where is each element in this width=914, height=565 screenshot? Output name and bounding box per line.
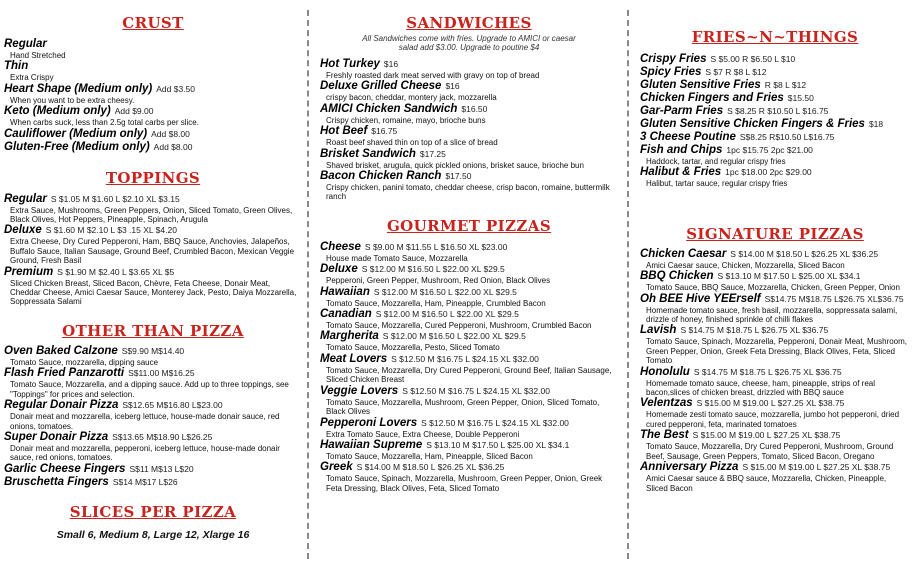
menu-item-name: Chicken Fingers and Fries: [640, 92, 784, 104]
menu-item-line: [4, 83, 302, 96]
menu-item: [320, 461, 618, 493]
menu-item-name: Velentzas: [640, 397, 693, 410]
menu-item-description: Tomato Sauce, Mozzarella, Pesto, Sliced Tomato: [326, 343, 500, 353]
menu-item-price: S $12.00 M $16.50 L $22.00 XL $29.5: [382, 331, 526, 342]
menu-item-description: Extra Tomato Sauce, Extra Cheese, Double Pepperoni: [326, 429, 520, 439]
fries-list: [640, 53, 910, 189]
menu-item-line: [4, 476, 302, 489]
menu-item-line: [640, 293, 910, 306]
menu-item: [640, 270, 910, 292]
menu-item: [4, 141, 302, 154]
menu-item-price: S $15.00 M $19.00 L $27.25 XL $38.75: [742, 462, 891, 473]
menu-item: [4, 193, 302, 225]
menu-column-3: [640, 0, 910, 565]
menu-item-description: Tomato Sauce, Mozzarella, Dry Cured Pepperoni, Mushroom, Ground Beef, Sausage, Green Peppers, Tomato, Sliced Bacon, Oregano: [646, 442, 894, 461]
menu-item: [320, 263, 618, 285]
menu-item-name: Veggie Lovers: [320, 384, 399, 397]
menu-item-line: [320, 263, 618, 276]
gourmet-pizzas-heading: GOURMET PIZZAS: [386, 216, 552, 235]
menu-item-name: Cheese: [320, 240, 361, 253]
menu-item-price: Add $8.00: [153, 141, 193, 152]
menu-item: [4, 224, 302, 265]
menu-item-description: Tomato Sauce, Spinach, Mozzarella, Mushroom, Green Pepper, Onion, Greek Feta Dressing, Black Olives, Feta, Sliced Tomato: [326, 474, 603, 493]
menu-item: [320, 241, 618, 263]
menu-item-price: S $5.00 R $6.50 L $10: [710, 54, 796, 64]
menu-item-description: Roast beef shaved thin on top of a slice of bread: [326, 138, 498, 148]
menu-item-description: Pepperoni, Green Pepper, Mushroom, Red Onion, Black Olives: [326, 276, 551, 286]
menu-item-name: Cauliflower (Medium only): [4, 127, 148, 140]
menu-item-name: Gar-Parm Fries: [640, 105, 724, 117]
menu-item-price: S$9.90 M$14.40: [121, 345, 185, 356]
menu-item: [320, 417, 618, 439]
menu-item-price: S$11 M$13 L$20: [129, 463, 194, 474]
menu-item-line: [640, 53, 910, 66]
menu-item-description: Tomato Sauce, Mozzarella, Dry Cured Pepperoni, Ground Beef, Italian Sausage, Sliced Chicken Breast: [326, 365, 612, 385]
menu-item: [640, 131, 910, 144]
menu-item: [320, 170, 618, 202]
menu-item-description: Amici Caesar sauce & BBQ sauce, Mozzarella, Chicken, Pineapple, Sliced Bacon: [646, 474, 887, 493]
menu-item-line: [320, 286, 618, 299]
menu-item-line: [320, 170, 618, 183]
menu-item: [640, 324, 910, 365]
menu-item-name: Brisket Sandwich: [320, 147, 416, 160]
menu-item-line: [4, 38, 302, 51]
menu-item-price: S $8.25 R $10.50 L $16.75: [727, 106, 829, 116]
menu-item-name: Gluten Sensitive Fries: [640, 79, 761, 91]
menu-item-name: Deluxe Grilled Cheese: [320, 80, 442, 93]
menu-item-name: Margherita: [320, 330, 379, 343]
menu-item-price: S$11.00 M$16.25: [128, 368, 195, 379]
menu-item-description: Tomato Sauce, Spinach, Mozzarella, Pepperoni, Donair Meat, Mushroom, Green Pepper, Onion, Greek Feta Dressing, Black Olives, Feta, Sliced Tomato: [646, 337, 908, 366]
menu-item: [640, 105, 910, 118]
menu-item: [320, 125, 618, 147]
gourmet-list: [320, 241, 618, 493]
menu-item-line: [320, 439, 618, 452]
menu-item-description: Halibut, tartar sauce, regular crispy fries: [646, 179, 788, 189]
menu-item: [4, 38, 302, 60]
menu-item-description: When carbs suck, less than 2.5g total carbs per slice.: [10, 118, 199, 128]
menu-item-name: Bruschetta Fingers: [4, 475, 109, 488]
menu-item-description: Tomato Sauce, BBQ Sauce, Mozzarella, Chicken, Green Pepper, Onion: [646, 283, 900, 293]
menu-item-price: S $15.00 M $19.00 L $27.25 XL $38.75: [696, 398, 845, 409]
menu-item-name: Canadian: [320, 308, 372, 321]
slices-text: Small 6, Medium 8, Large 12, Xlarge 16: [56, 528, 250, 541]
menu-item-price: S $14.00 M $18.50 L $26.25 XL $36.25: [356, 462, 505, 473]
column-divider-right: [627, 10, 629, 559]
menu-item-price: $16: [383, 59, 399, 69]
menu-item-description: Freshly roasted dark meat served with gravy on top of bread: [326, 71, 540, 80]
menu-item: [4, 266, 302, 307]
menu-item-price: S $1.05 M $1.60 L $2.10 XL $3.15: [50, 193, 180, 204]
menu-item-name: Regular: [4, 192, 47, 205]
menu-item-name: Super Donair Pizza: [4, 430, 109, 443]
menu-item-description: Extra Crispy: [10, 73, 54, 83]
menu-item-price: S $15.00 M $19.00 L $27.25 XL $38.75: [692, 430, 841, 441]
menu-item-price: $18: [868, 119, 884, 129]
menu-item-name: Spicy Fries: [640, 66, 702, 78]
menu-item-price: S $12.00 M $16.50 L $22.00 XL $29.5: [361, 264, 505, 275]
menu-item-line: [320, 58, 618, 71]
menu-item: [4, 345, 302, 367]
menu-item-name: Deluxe: [320, 263, 358, 276]
menu-item-description: Amici Caesar sauce, Chicken, Mozzarella, Sliced Bacon: [646, 260, 845, 270]
menu-item: [4, 399, 302, 431]
menu-item: [640, 118, 910, 131]
menu-item-description: Homemade tomato sauce, cheese, ham, pineapple, strips of real bacon,slices of chicken breast, drizzled with BBQ sauce: [646, 378, 876, 398]
menu-item-price: S$14 M$17 L$26: [112, 476, 178, 487]
menu-item-description: Tomato Sauce, Mozzarella, Ham, Pineapple, Crumbled Bacon: [326, 298, 546, 308]
menu-item-price: S $12.00 M $16.50 L $22.00 XL $29.5: [375, 309, 519, 320]
menu-item: [4, 128, 302, 141]
menu-item-price: Add $3.50: [156, 83, 196, 94]
menu-item-name: Honolulu: [640, 365, 690, 378]
menu-item: [640, 461, 910, 493]
menu-item-line: [320, 353, 618, 366]
menu-item-name: Anniversary Pizza: [640, 461, 739, 474]
menu-item-line: [320, 103, 618, 116]
menu-item-price: R $8 L $12: [764, 80, 807, 90]
menu-item-price: S $7 R $8 L $12: [705, 67, 767, 77]
menu-item-line: [640, 131, 910, 144]
menu-item-description: When you want to be extra cheesy.: [10, 95, 135, 105]
menu-item-price: S$12.65 M$16.80 L$23.00: [122, 400, 223, 411]
menu-item-price: S $9.00 M $11.55 L $16.50 XL $23.00: [364, 241, 508, 252]
menu-item-name: The Best: [640, 429, 689, 442]
menu-item-name: Chicken Caesar: [640, 247, 727, 260]
menu-item-name: Thin: [4, 60, 29, 73]
menu-item-line: [320, 148, 618, 161]
menu-item: [320, 58, 618, 80]
menu-item-line: [640, 270, 910, 283]
menu-item-name: Garlic Cheese Fingers: [4, 462, 126, 475]
menu-item-line: [640, 105, 910, 118]
menu-item-name: Fish and Chips: [640, 144, 723, 156]
menu-column-1: [4, 0, 302, 565]
menu-item-line: [640, 92, 910, 105]
menu-item-name: Keto (Medium only): [4, 105, 111, 118]
menu-item: [320, 80, 618, 102]
menu-item-line: [4, 345, 302, 358]
menu-item-price: S $1.90 M $2.40 L $3.65 XL $5: [57, 266, 175, 277]
menu-item-line: [4, 60, 302, 73]
signature-list: [640, 248, 910, 493]
menu-item-name: Hawaiian Supreme: [320, 438, 423, 451]
menu-item-line: [640, 248, 910, 261]
menu-item: [640, 397, 910, 429]
menu-item: [4, 476, 302, 489]
sandwiches-list: [320, 58, 618, 202]
menu-item-price: $15.50: [787, 93, 814, 103]
menu-item-line: [640, 324, 910, 337]
menu-item: [4, 60, 302, 82]
menu-item-price: $16: [445, 81, 460, 92]
menu-item-line: [640, 397, 910, 410]
menu-item-line: [4, 224, 302, 237]
other-list: [4, 345, 302, 489]
menu-item-line: [640, 429, 910, 442]
menu-item-line: [4, 399, 302, 412]
menu-item-line: [4, 105, 302, 118]
menu-item: [320, 103, 618, 125]
menu-item: [640, 429, 910, 461]
menu-item-name: Pepperoni Lovers: [320, 416, 418, 429]
menu-item-description: Tomato Sauce, Mozzarella, Mushroom, Green Pepper, Onion, Sliced Tomato, Black Olives: [326, 397, 600, 417]
menu-item-name: Oh BEE Hive YEErself: [640, 292, 761, 305]
menu-item-name: Premium: [4, 265, 54, 278]
menu-item-price: S $14.00 M $18.50 L $26.25 XL $36.25: [730, 248, 879, 259]
menu-item-description: Sliced Chicken Breast, Sliced Bacon, Chèvre, Feta Cheese, Donair Meat, Cheddar Cheese, Amici Caesar Sauce, Monterey Jack, Pesto, Daiya Mozzarella, Soppressata Salami: [10, 278, 297, 307]
menu-item-name: 3 Cheese Poutine: [640, 131, 736, 143]
menu-item-name: Greek: [320, 461, 353, 474]
menu-item-line: [4, 193, 302, 206]
menu-item-line: [4, 463, 302, 476]
menu-item: [4, 463, 302, 476]
menu-item-price: 1pc $18.00 2pc $29.00: [725, 167, 812, 178]
menu-item-line: [4, 141, 302, 154]
menu-item-price: S $12.50 M $16.75 L $24.15 XL $32.00: [402, 385, 550, 396]
menu-item-price: $16.75: [371, 126, 398, 137]
menu-item-description: Tomato Sauce, Mozzarella, and a dipping sauce. Add up to three toppings, see "Toppings" for prices and selection.: [10, 380, 289, 399]
menu-item-line: [4, 128, 302, 141]
menu-item: [320, 330, 618, 352]
menu-item-price: S$14.75 M$18.75 L$26.75 XL$36.75: [764, 293, 904, 304]
menu-item-name: Meat Lovers: [320, 352, 388, 365]
menu-item-line: [640, 79, 910, 92]
crust-heading: CRUST: [122, 14, 184, 32]
menu-item-name: Crispy Fries: [640, 53, 707, 65]
menu-item-price: S $12.00 M $16.50 L $22.00 XL $29.5: [373, 286, 517, 297]
menu-item-price: S$13.65 M$18.90 L$26.25: [112, 431, 213, 442]
menu-item-price: S $13.10 M $17.50 L $25.00 XL $34.1: [426, 439, 570, 450]
signature-pizzas-heading: SIGNATURE PIZZAS: [686, 224, 864, 243]
menu-item: [640, 248, 910, 270]
crust-list: [4, 38, 302, 154]
menu-item-name: Oven Baked Calzone: [4, 344, 118, 357]
menu-item: [320, 439, 618, 461]
column-divider-left: [307, 10, 309, 559]
menu-item: [640, 66, 910, 79]
menu-item-name: Bacon Chicken Ranch: [320, 170, 442, 183]
menu-item-name: Hot Turkey: [320, 58, 380, 70]
menu-item-price: $17.25: [419, 148, 446, 159]
menu-item-line: [320, 308, 618, 321]
menu-item-description: Crispy chicken, panini tomato, cheddar cheese, crisp bacon, romaine, buttermilk ranch: [326, 183, 610, 202]
menu-item-description: Donair meat and mozzarella, pepperoni, iceberg lettuce, house-made donair sauce, red onions, tomatoes.: [10, 443, 280, 463]
menu-item-line: [320, 125, 618, 138]
menu-item-name: Lavish: [640, 324, 677, 337]
menu-item: [640, 166, 910, 188]
menu-item-price: $16.50: [461, 103, 488, 114]
menu-item-name: Hot Beef: [320, 125, 368, 138]
menu-item-name: Heart Shape (Medium only): [4, 82, 153, 95]
toppings-list: [4, 193, 302, 307]
menu-item-description: Donair meat and mozzarella, iceberg lettuce, house-made donair sauce, red onions, tomatoes.: [10, 412, 280, 431]
menu-item: [640, 366, 910, 398]
menu-item-name: Regular Donair Pizza: [4, 399, 119, 412]
menu-item-description: Tomato Sauce, mozzarella, dipping sauce: [10, 357, 159, 367]
menu-item-description: Homemade tomato sauce, fresh basil, mozzarella, soppressata salami, drizzle of honey, finished sprinkle of chilli flakes: [646, 305, 898, 325]
menu-item: [320, 148, 618, 170]
menu-item-description: Crispy chicken, romaine, mayo, brioche buns: [326, 115, 486, 125]
menu-item-price: S $1.60 M $2.10 L $3 .15 XL $4.20: [45, 225, 177, 236]
menu-item-line: [320, 385, 618, 398]
menu-item: [4, 367, 302, 399]
menu-item-description: House made Tomato Sauce, Mozzarella: [326, 253, 468, 263]
menu-item-name: Hawaiian: [320, 285, 370, 298]
menu-item-line: [640, 144, 910, 157]
menu-item-line: [320, 417, 618, 430]
menu-item-description: crispy bacon, cheddar, montery jack, mozzarella: [326, 93, 497, 103]
menu-item-price: 1pc $15.75 2pc $21.00: [726, 145, 813, 155]
menu-item-line: [320, 461, 618, 474]
menu-item-name: BBQ Chicken: [640, 270, 714, 283]
menu-item-price: S$8.25 R$10.50 L$16.75: [739, 132, 835, 142]
menu-item-name: Flash Fried Panzarotti: [4, 367, 125, 380]
menu-item: [4, 83, 302, 105]
menu-item-name: Gluten-Free (Medium only): [4, 140, 150, 153]
menu-item: [640, 92, 910, 105]
menu-item-description: Extra Cheese, Dry Cured Pepperoni, Ham, BBQ Sauce, Anchovies, Jalapeños, Buffalo Sauce, Italian Sausage, Ground Beef, Crumbled Bacon, Mexican Veggie Ground, Fresh Basil: [10, 237, 295, 266]
menu-item: [4, 105, 302, 127]
menu-item-line: [320, 241, 618, 254]
menu-item-name: AMICI Chicken Sandwich: [320, 102, 458, 115]
menu-item-line: [4, 367, 302, 380]
menu-item-line: [640, 66, 910, 79]
toppings-heading: TOPPINGS: [105, 168, 201, 187]
menu-column-2: [320, 0, 618, 565]
menu-item-name: Halibut & Fries: [640, 166, 722, 179]
slices-heading: SLICES PER PIZZA: [69, 502, 237, 521]
menu-item-description: Tomato Sauce, Mozzarella, Cured Pepperoni, Mushroom, Crumbled Bacon: [326, 321, 592, 331]
fries-heading: FRIES~N~THINGS: [691, 28, 859, 46]
menu-item-price: S $13.10 M $17.50 L $25.00 XL $34.1: [717, 271, 861, 282]
menu-item-line: [640, 166, 910, 179]
menu-item-price: S $12.50 M $16.75 L $24.15 XL $32.00: [391, 353, 539, 364]
menu-item-name: Regular: [4, 38, 47, 50]
menu-item-description: Homemade zesti tomato sauce, mozzarella, jumbo hot pepperoni, dried cured pepperoni, feta, marinated tomatoes: [646, 410, 900, 429]
menu-item-line: [640, 118, 910, 131]
menu-item-line: [4, 266, 302, 279]
menu-item: [320, 308, 618, 330]
menu-item-line: [4, 431, 302, 444]
menu-item: [640, 53, 910, 66]
menu-item-name: Deluxe: [4, 224, 42, 237]
menu-item-price: Add $8.00: [151, 128, 190, 139]
menu-item: [640, 144, 910, 166]
menu-item: [640, 293, 910, 325]
menu-item-line: [320, 80, 618, 93]
menu-item-line: [640, 366, 910, 379]
menu-item: [320, 286, 618, 308]
menu-item-description: Extra Sauce, Mushrooms, Green Peppers, Onion, Sliced Tomato, Green Olives, Black Olives, Hot Peppers, Pineapple, Spinach, Arugula: [10, 205, 293, 225]
sandwiches-heading: SANDWICHES: [406, 14, 532, 32]
menu-item: [4, 431, 302, 463]
other-than-pizza-heading: OTHER THAN PIZZA: [62, 321, 244, 340]
menu-item-description: Haddock, tartar, and regular crispy fries: [646, 157, 786, 166]
menu-item-price: S $14.75 M $18.75 L $26.75 XL $36.75: [693, 366, 842, 377]
menu-item-price: Add $9.00: [114, 106, 154, 117]
menu-item-price: S $12.50 M $16.75 L $24.15 XL $32.00: [421, 417, 569, 428]
menu-item: [320, 385, 618, 417]
menu-item-name: Gluten Sensitive Chicken Fingers & Fries: [640, 118, 865, 130]
sandwiches-note: All Sandwiches come with fries. Upgrade to AMICI or caesar salad add $3.00. Upgrade to poutine $4: [362, 34, 576, 52]
menu-item: [320, 353, 618, 385]
menu-item-description: Shaved brisket, arugula, quick pickled onions, brisket sauce, brioche bun: [326, 160, 584, 170]
menu-item-description: Hand Stretched: [10, 51, 66, 60]
menu-item: [640, 79, 910, 92]
menu-item-price: S $14.75 M $18.75 L $26.75 XL $36.75: [680, 325, 829, 336]
menu-item-line: [320, 330, 618, 343]
menu-item-line: [640, 461, 910, 474]
menu-item-description: Tomato Sauce, Mozzarella, Ham, Pineapple, Sliced Bacon: [326, 451, 533, 461]
menu-item-price: $17.50: [445, 171, 472, 182]
